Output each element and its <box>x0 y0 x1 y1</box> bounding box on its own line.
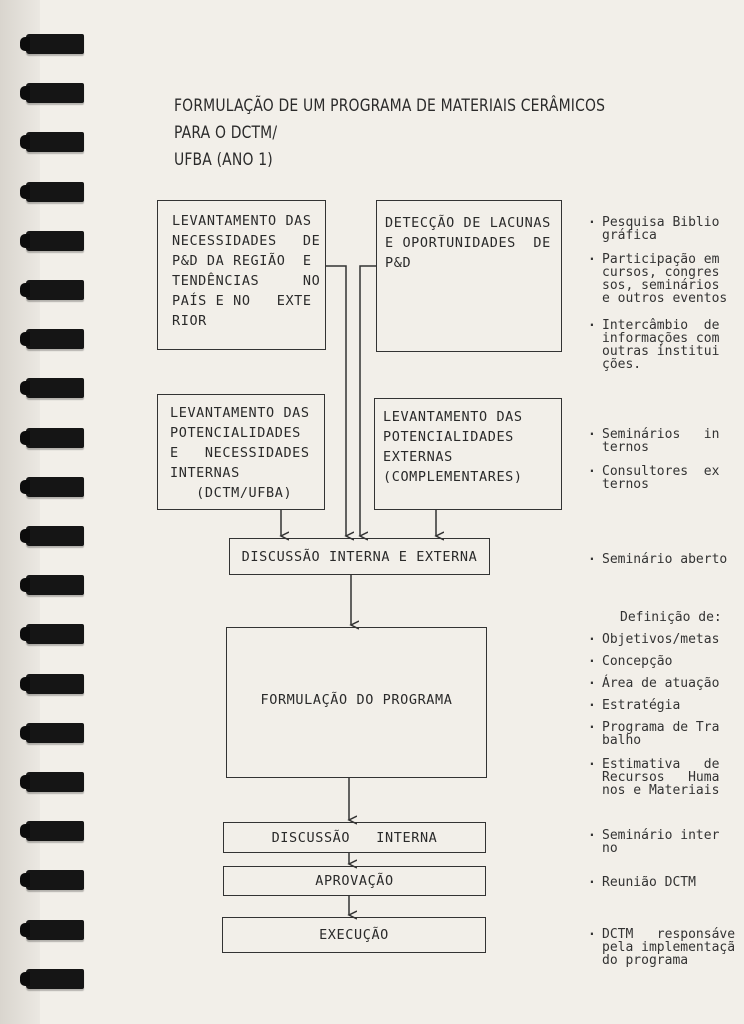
note-reuniao-dctm: . Reunião DCTM <box>588 872 696 890</box>
arrow-lacunas-to-discussao <box>360 266 376 536</box>
note-seminario-aberto: . Seminário aberto <box>588 549 728 567</box>
note-objetivos-metas: . Objetivos/metas <box>588 629 720 647</box>
box-discussao-interna-externa-text: DISCUSSÃO INTERNA E EXTERNA <box>241 549 478 565</box>
note-area-atuacao: . Área de atuação <box>588 673 720 691</box>
box-potencialidades-internas-text: LEVANTAMENTO DAS POTENCIALIDADES E NECESSIDADES INTERNAS (DCTM/UFBA) <box>170 405 310 501</box>
note-seminarios-internos: . Seminários in ternos <box>588 424 720 455</box>
box-aprovacao-text: APROVAÇÃO <box>315 873 394 889</box>
box-deteccao-lacunas-text: DETECÇÃO DE LACUNAS E OPORTUNIDADES DE P&D <box>385 215 551 271</box>
note-dctm-responsavel: . DCTM responsáve pela implementaçã do programa <box>588 924 736 968</box>
box-formulacao-programa-text: FORMULAÇÃO DO PROGRAMA <box>260 692 453 708</box>
box-levantamento-necessidades-text: LEVANTAMENTO DAS NECESSIDADES DE P&D DA REGIÃO E TENDÊNCIAS NO PAÍS E NO EXTE RIOR <box>172 213 321 329</box>
note-programa-trabalho: . Programa de Tra balho <box>588 717 720 748</box>
note-seminario-interno: . Seminário inter no <box>588 825 720 856</box>
box-potencialidades-externas-text: LEVANTAMENTO DAS POTENCIALIDADES EXTERNAS (COMPLEMENTARES) <box>383 409 523 485</box>
arrow-necessidades-to-discussao <box>326 266 346 536</box>
note-participacao-cursos: . Participação em cursos, congres sos, seminários e outros eventos <box>588 249 728 306</box>
box-execucao-text: EXECUÇÃO <box>319 927 389 943</box>
note-consultores-externos: . Consultores ex ternos <box>588 461 720 492</box>
note-concepcao: . Concepção <box>588 651 673 669</box>
page-title: FORMULAÇÃO DE UM PROGRAMA DE MATERIAIS CERÂMICOS PARA O DCTM/ UFBA (ANO 1) <box>174 96 606 170</box>
note-estrategia: . Estratégia <box>588 695 681 713</box>
note-pesquisa-bibliografica: . Pesquisa Biblio gráfica <box>588 212 720 243</box>
note-intercambio: . Intercâmbio de informações com outras institui ções. <box>588 315 720 372</box>
note-definicao-header: Definição de: <box>620 610 722 625</box>
box-discussao-interna-text: DISCUSSÃO INTERNA <box>271 830 438 846</box>
note-estimativa-recursos: . Estimativa de Recursos Huma nos e Materiais <box>588 754 720 798</box>
